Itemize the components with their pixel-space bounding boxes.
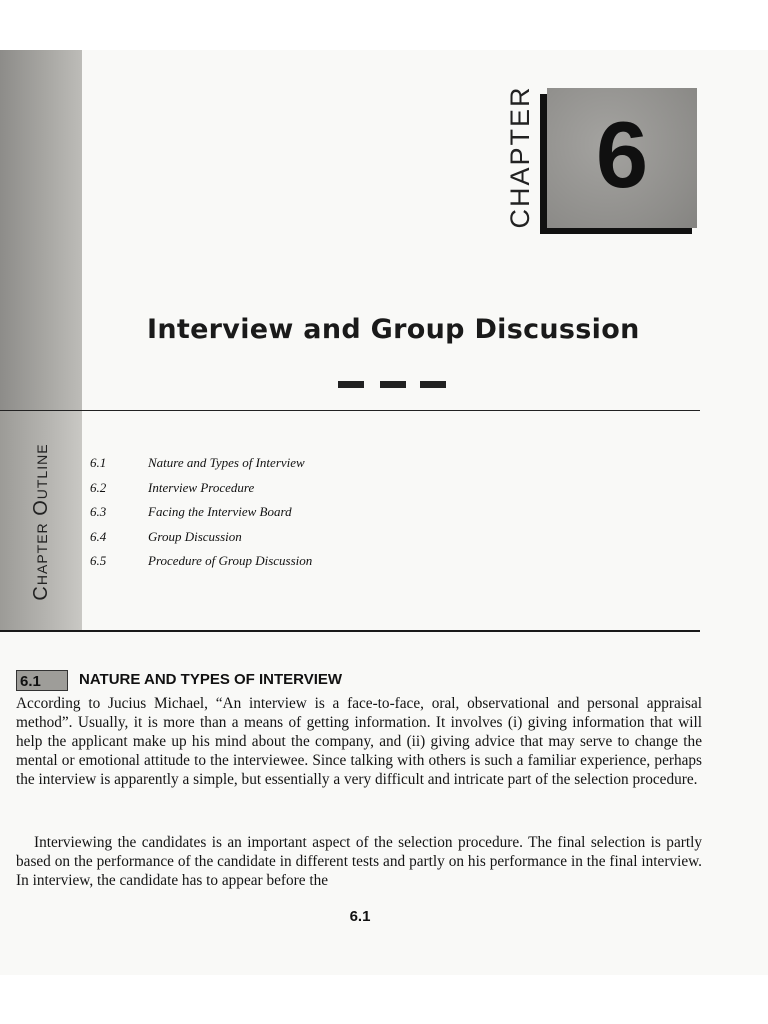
section-title: NATURE AND TYPES OF INTERVIEW: [79, 671, 343, 688]
outline-item-number: 6.2: [90, 479, 107, 495]
chapter-outline-label: Chapter Outline: [30, 443, 52, 601]
chapter-label: CHAPTER: [505, 85, 535, 229]
chapter-number: 6: [595, 102, 649, 207]
ornament-dash: [338, 381, 364, 388]
page-number: 6.1: [349, 908, 371, 925]
top-margin: [0, 0, 768, 50]
outline-item-number: 6.1: [90, 455, 107, 470]
outline-item-number: 6.5: [90, 553, 107, 568]
section-number-badge: 6.1: [16, 670, 68, 691]
outline-item-text: Facing the Interview Board: [148, 504, 292, 519]
outline-item-text: Nature and Types of Interview: [148, 455, 305, 470]
outline-item-text: Interview Procedure: [148, 479, 255, 495]
bottom-margin: [0, 975, 768, 1024]
outline-item-text: Procedure of Group Discussion: [148, 553, 313, 568]
ornament-dash: [380, 381, 406, 388]
outline-item-number: 6.4: [90, 528, 107, 544]
chapter-side-strip: [0, 50, 82, 410]
outline-top-rule: [0, 410, 700, 411]
outline-item-number: 6.3: [90, 504, 107, 519]
body-paragraph: According to Jucius Michael, “An interview is a face-to-face, oral, observational and personal appraisal method”. Usually, it is more than a means of getting information. It involves (i) giving information that will help the applicant make up his mind about the company, and (ii) giving advice that may serve to change the mental or emotional attitude to the interviewee. Since talking with others is such a familiar experience, perhaps the interview is apparently a simple, but essentially a very difficult and intricate part of the selection procedure.: [16, 695, 702, 788]
outline-item-text: Group Discussion: [148, 528, 242, 544]
outline-bottom-rule: [0, 630, 700, 632]
body-paragraph: Interviewing the candidates is an important aspect of the selection procedure. The final selection is partly based on the performance of the candidate in different tests and partly on his performance in the final interview. In interview, the candidate has to appear before the: [16, 834, 702, 889]
chapter-title: Interview and Group Discussion: [147, 314, 640, 345]
ornament-dash: [420, 381, 446, 388]
